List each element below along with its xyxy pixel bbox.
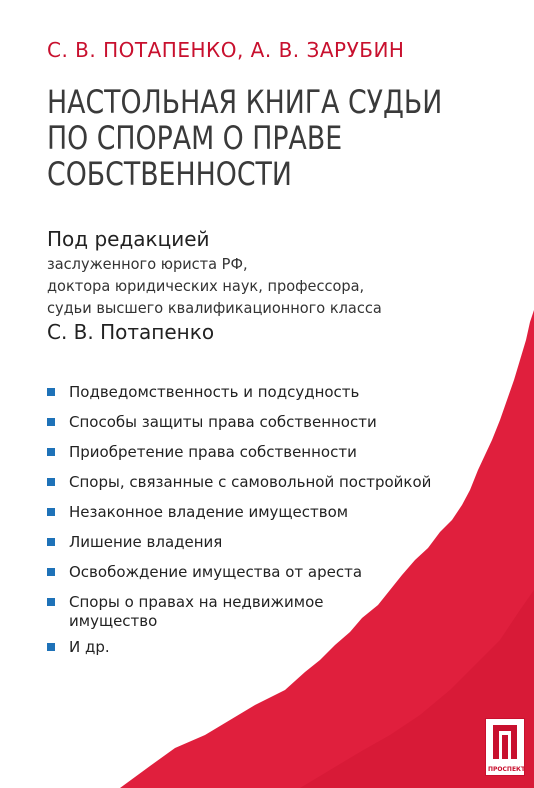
list-item xyxy=(47,443,431,473)
topic-label: И др. xyxy=(69,638,110,656)
bullet-square-icon xyxy=(47,598,55,606)
list-item xyxy=(47,593,431,638)
topics-list xyxy=(47,383,431,668)
topic-label: Освобождение имущества от ареста xyxy=(69,563,363,581)
list-item xyxy=(47,638,431,668)
title-line: НАСТОЛЬНАЯ КНИГА СУДЬИ xyxy=(47,83,443,121)
editor-credential-line: доктора юридических наук, профессора, xyxy=(47,277,365,295)
list-item xyxy=(47,533,431,563)
list-item xyxy=(47,503,431,533)
topic-label: Споры о правах на недвижимое имущество xyxy=(69,593,324,630)
topic-label: Незаконное владение имуществом xyxy=(69,503,349,521)
topic-label: Лишение владения xyxy=(69,533,223,551)
bullet-square-icon xyxy=(47,388,55,396)
bullet-square-icon xyxy=(47,478,55,486)
editor-name: С. В. Потапенко xyxy=(47,320,215,344)
bullet-square-icon xyxy=(47,643,55,651)
authors: С. В. ПОТАПЕНКО, А. В. ЗАРУБИН xyxy=(47,38,405,62)
editor-heading: Под редакцией xyxy=(47,227,210,251)
list-item xyxy=(47,383,431,413)
editor-credential-line: заслуженного юриста РФ, xyxy=(47,255,248,273)
bullet-square-icon xyxy=(47,568,55,576)
editor-credentials xyxy=(47,253,382,319)
publisher-logo-text: ПРОСПЕКТ xyxy=(488,766,526,773)
topic-label: Способы защиты права собственности xyxy=(69,413,377,431)
topic-label: Подведомственность и подсудность xyxy=(69,383,360,401)
title-line: ПО СПОРАМ О ПРАВЕ xyxy=(47,119,343,157)
publisher-logo xyxy=(485,718,525,776)
bullet-square-icon xyxy=(47,508,55,516)
topic-label: Споры, связанные с самовольной постройкой xyxy=(69,473,432,491)
list-item xyxy=(47,473,431,503)
bullet-square-icon xyxy=(47,448,55,456)
list-item xyxy=(47,563,431,593)
list-item xyxy=(47,413,431,443)
prospekt-logo-icon xyxy=(486,721,524,765)
bullet-square-icon xyxy=(47,418,55,426)
topic-label: Приобретение права собственности xyxy=(69,443,357,461)
book-title xyxy=(47,84,475,192)
bullet-square-icon xyxy=(47,538,55,546)
title-line: СОБСТВЕННОСТИ xyxy=(47,155,292,193)
editor-credential-line: судьи высшего квалификационного класса xyxy=(47,299,382,317)
